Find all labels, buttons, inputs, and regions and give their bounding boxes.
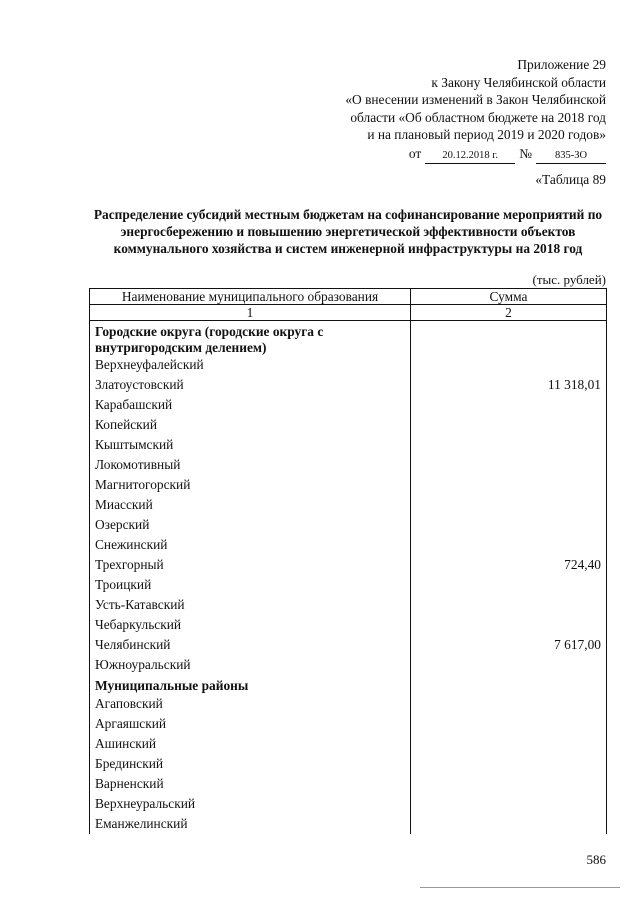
document-title: Распределение субсидий местным бюджетам на софинансирование мероприятий по энергосбережению и повышению энергетической эффективности объектов коммунального хозяйства и систем инженерной инфраструктуры на 2018 год — [93, 207, 603, 256]
column-numbers-row — [90, 305, 607, 321]
subsidy-sum — [411, 435, 607, 455]
subsidy-sum — [411, 814, 607, 834]
header-municipality: Наименование муниципального образования — [90, 289, 411, 305]
law-number: 835-ЗО — [536, 149, 606, 164]
municipality-name: Копейский — [90, 415, 411, 435]
subsidy-sum — [411, 714, 607, 734]
table-row — [90, 575, 607, 595]
section-title: Городские округа (городские округа с внутригородским делением) — [90, 321, 411, 356]
appendix-line: Приложение 29 — [517, 57, 606, 72]
table-row — [90, 814, 607, 834]
municipality-name: Озерский — [90, 515, 411, 535]
subsidy-sum — [411, 754, 607, 774]
subsidy-sum — [411, 575, 607, 595]
page-number: 586 — [586, 852, 606, 867]
footer-rule — [420, 887, 620, 888]
municipality-name: Троицкий — [90, 575, 411, 595]
table-row — [90, 355, 607, 375]
table-row — [90, 754, 607, 774]
municipality-name: Чебаркульский — [90, 615, 411, 635]
table-row — [90, 655, 607, 675]
subsidy-sum: 724,40 — [411, 555, 607, 575]
table-body — [90, 305, 607, 834]
column-number: 1 — [90, 305, 411, 321]
table-header-row — [90, 289, 607, 305]
appendix-header — [345, 56, 606, 164]
municipality-name: Еманжелинский — [90, 814, 411, 834]
municipality-name: Челябинский — [90, 635, 411, 655]
subsidy-sum: 11 318,01 — [411, 375, 607, 395]
municipality-name: Верхнеуральский — [90, 794, 411, 814]
subsidy-sum — [411, 495, 607, 515]
units-label: (тыс. рублей) — [532, 272, 606, 287]
subsidy-sum — [411, 595, 607, 615]
table-row — [90, 734, 607, 754]
header-sum: Сумма — [411, 289, 607, 305]
column-number: 2 — [411, 305, 607, 321]
municipality-name: Агаповский — [90, 694, 411, 714]
section-sum — [411, 321, 607, 356]
subsidy-sum — [411, 455, 607, 475]
subsidy-sum — [411, 475, 607, 495]
appendix-line: области «Об областном бюджете на 2018 год — [350, 109, 606, 125]
municipality-name: Трехгорный — [90, 555, 411, 575]
table-row — [90, 694, 607, 714]
municipality-name: Миасский — [90, 495, 411, 515]
section-title: Муниципальные районы — [90, 675, 411, 694]
from-label: от — [408, 145, 422, 161]
subsidy-sum: 7 617,00 — [411, 635, 607, 655]
subsidy-sum — [411, 655, 607, 675]
municipality-name: Аргаяшский — [90, 714, 411, 734]
table-row — [90, 435, 607, 455]
municipality-name: Карабашский — [90, 395, 411, 415]
municipality-name: Ашинский — [90, 734, 411, 754]
municipality-name: Снежинский — [90, 535, 411, 555]
subsidy-sum — [411, 395, 607, 415]
table-row — [90, 395, 607, 415]
municipality-name: Кыштымский — [90, 435, 411, 455]
table-row — [90, 535, 607, 555]
municipality-name: Верхнеуфалейский — [90, 355, 411, 375]
municipality-name: Южноуральский — [90, 655, 411, 675]
table-row — [90, 794, 607, 814]
subsidy-sum — [411, 734, 607, 754]
subsidy-sum — [411, 774, 607, 794]
municipality-name: Варненский — [90, 774, 411, 794]
law-date-number — [345, 145, 606, 164]
municipality-name: Брединский — [90, 754, 411, 774]
table-row — [90, 774, 607, 794]
section-sum — [411, 675, 607, 694]
appendix-line: «О внесении изменений в Закон Челябинской — [345, 92, 606, 107]
table-row — [90, 495, 607, 515]
section-row-districts — [90, 675, 607, 694]
table-row — [90, 635, 607, 655]
municipality-name: Локомотивный — [90, 455, 411, 475]
table-row — [90, 615, 607, 635]
table-row — [90, 455, 607, 475]
table-label: «Таблица 89 — [535, 172, 606, 187]
subsidy-sum — [411, 355, 607, 375]
appendix-line: и на плановый период 2019 и 2020 годов» — [367, 127, 606, 142]
subsidy-table — [89, 288, 607, 834]
subsidy-sum — [411, 415, 607, 435]
subsidy-sum — [411, 694, 607, 714]
municipality-name: Усть-Катавский — [90, 595, 411, 615]
section-row-urban — [90, 321, 607, 356]
table-row — [90, 555, 607, 575]
municipality-name: Магнитогорский — [90, 475, 411, 495]
number-label: № — [519, 145, 532, 161]
table-row — [90, 415, 607, 435]
table-row — [90, 515, 607, 535]
municipality-name: Златоустовский — [90, 375, 411, 395]
subsidy-sum — [411, 615, 607, 635]
subsidy-sum — [411, 535, 607, 555]
subsidy-sum — [411, 794, 607, 814]
law-date: 20.12.2018 г. — [425, 149, 515, 164]
table-row — [90, 595, 607, 615]
table-row — [90, 475, 607, 495]
table-row — [90, 375, 607, 395]
table-row — [90, 714, 607, 734]
subsidy-sum — [411, 515, 607, 535]
appendix-line: к Закону Челябинской области — [431, 74, 606, 90]
